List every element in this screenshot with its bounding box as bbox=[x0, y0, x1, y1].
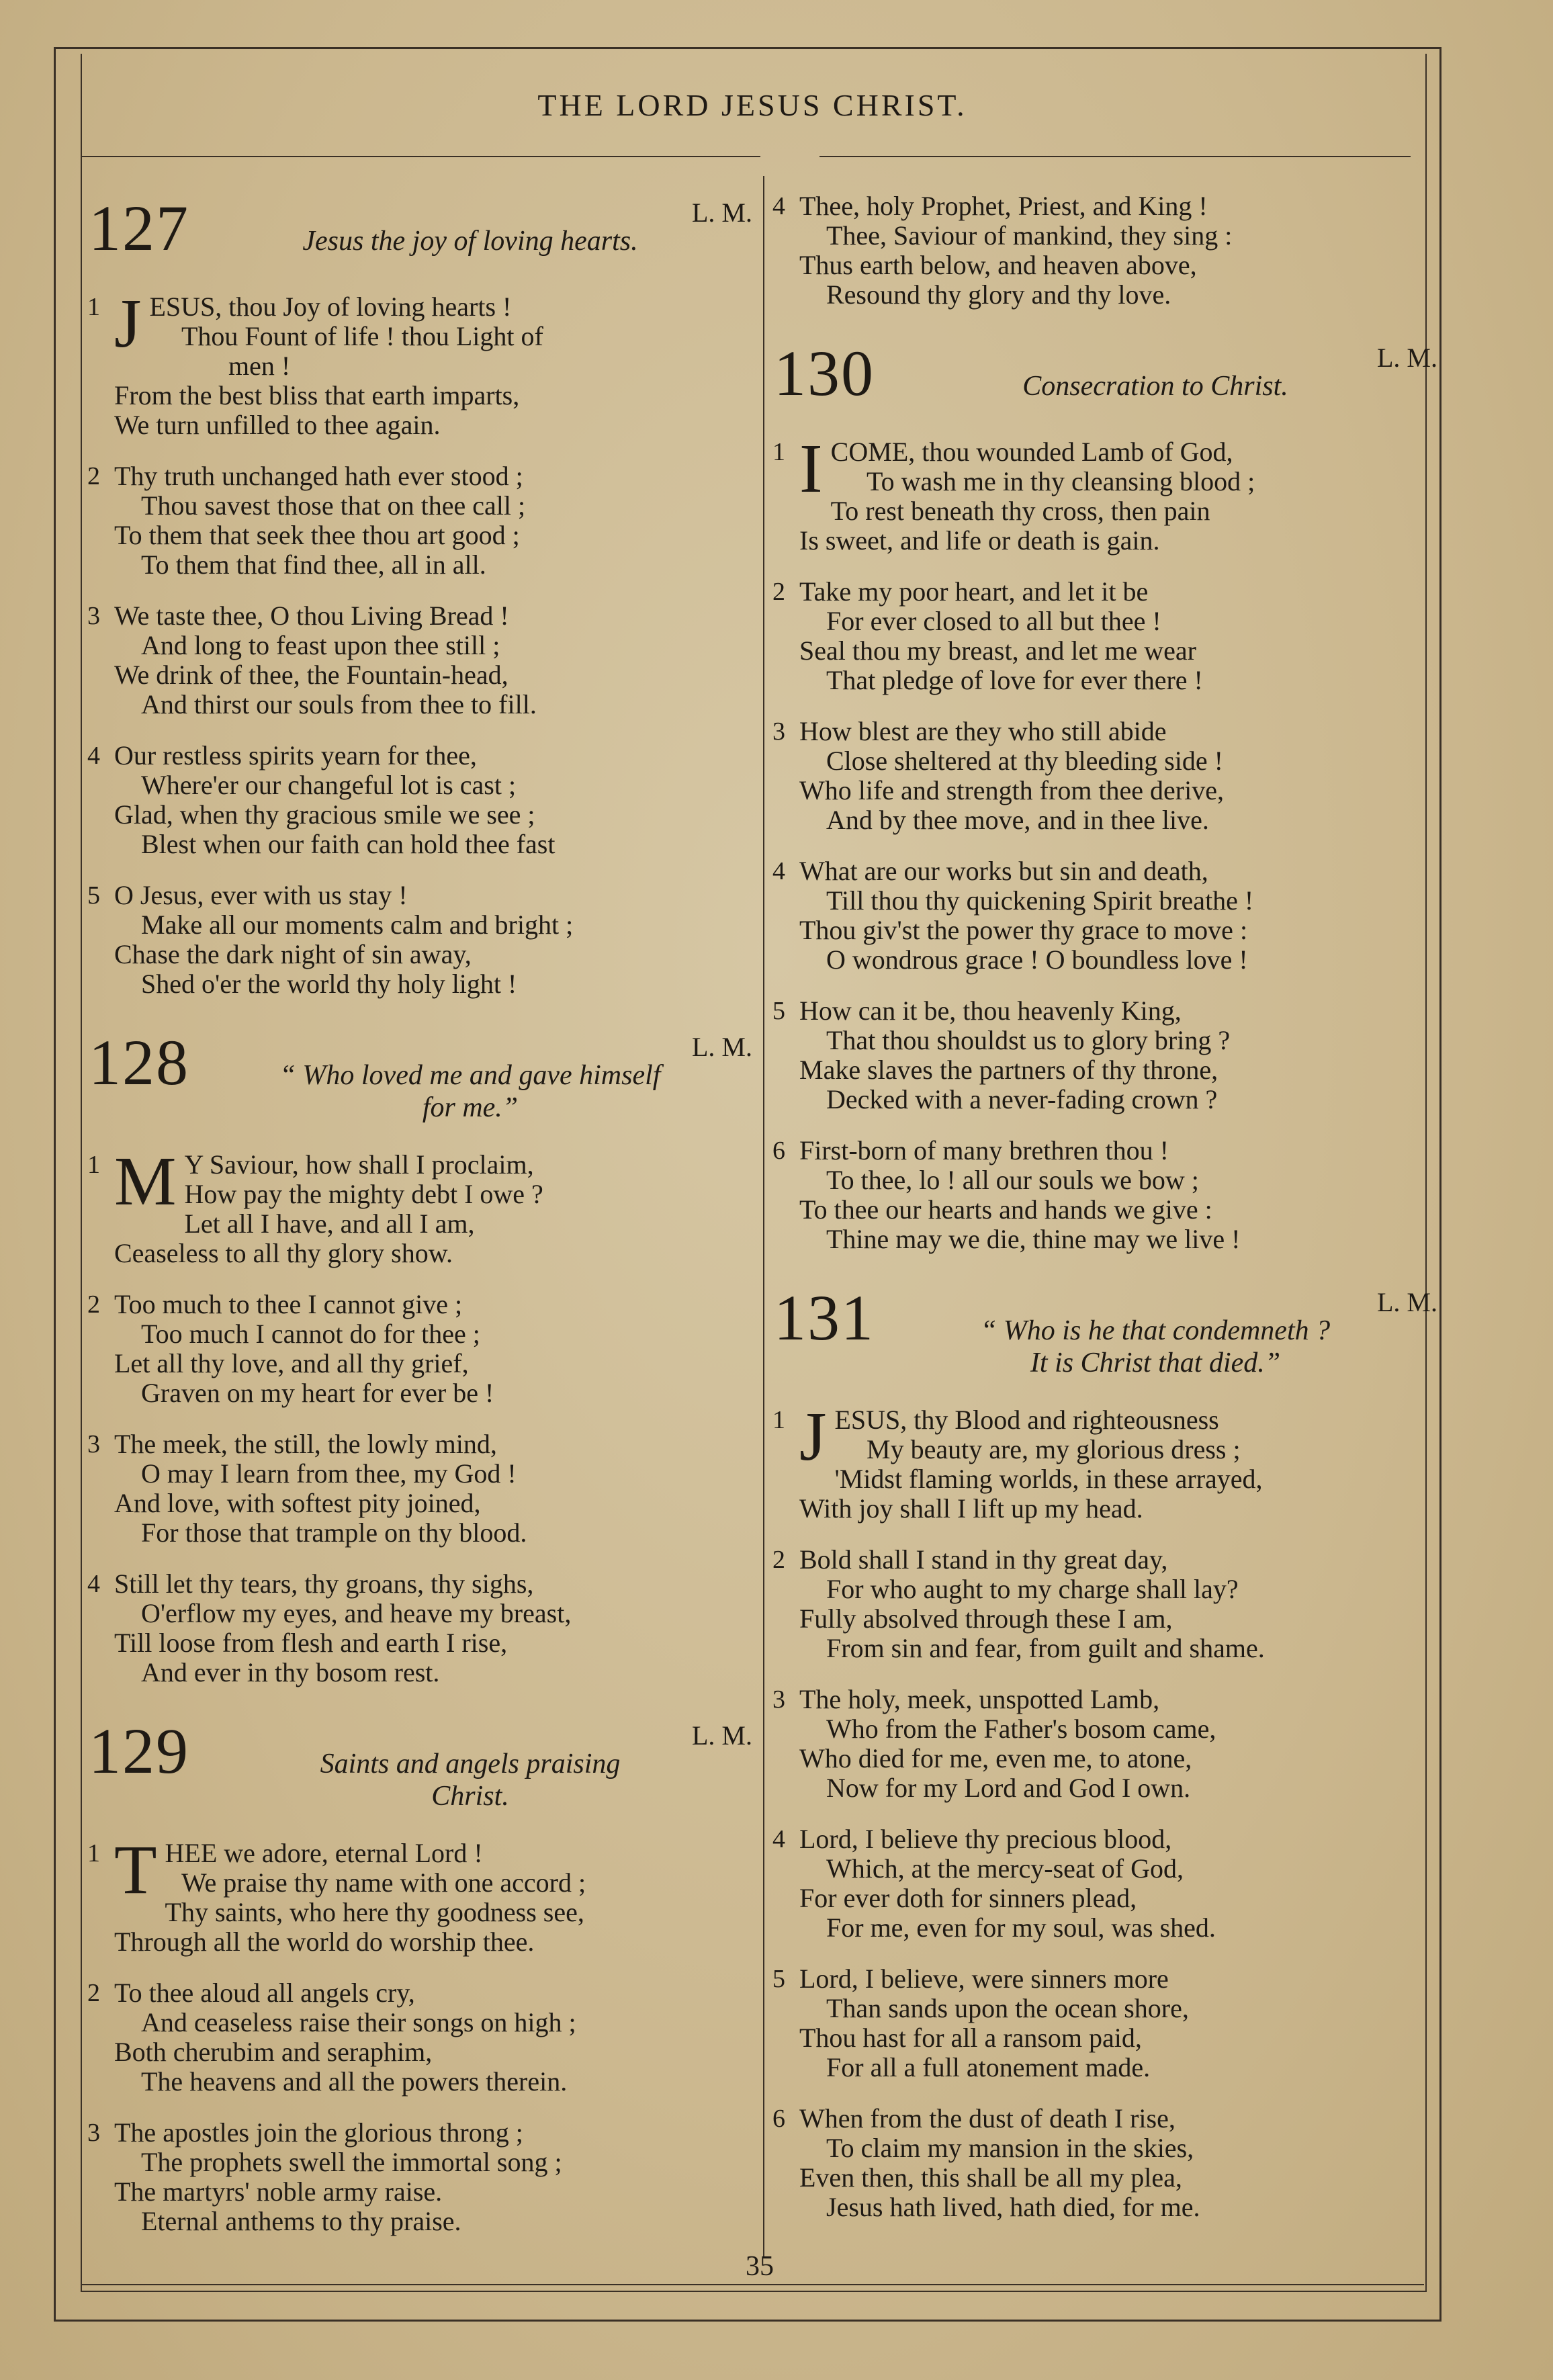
stanza-number: 2 bbox=[772, 1546, 785, 1574]
stanza bbox=[772, 577, 1444, 695]
verse-line: O'erflow my eyes, and heave my breast, bbox=[141, 1598, 572, 1628]
stanza-number: 3 bbox=[87, 602, 100, 630]
verse-line: We drink of thee, the Fountain-head, bbox=[114, 660, 508, 690]
stanza-number: 5 bbox=[772, 1965, 785, 1993]
stanza bbox=[772, 191, 1444, 310]
hymn-title-line: “ Who loved me and gave himself bbox=[279, 1060, 661, 1091]
verse-line: Who died for me, even me, to atone, bbox=[799, 1743, 1192, 1773]
verse-line: Even then, this shall be all my plea, bbox=[799, 2162, 1182, 2193]
verse-line: men ! bbox=[228, 351, 291, 381]
hymn-header bbox=[87, 1026, 759, 1150]
verse-line: Thus earth below, and heaven above, bbox=[799, 250, 1197, 280]
right-column bbox=[772, 191, 1444, 2249]
stanza bbox=[772, 1824, 1444, 1943]
hymn-title bbox=[893, 1315, 1417, 1379]
stanza-number: 4 bbox=[87, 1570, 100, 1598]
stanza-number: 1 bbox=[772, 438, 785, 466]
verse-line: Fully absolved through these I am, bbox=[799, 1603, 1173, 1634]
verse-line: Till loose from flesh and earth I rise, bbox=[114, 1628, 508, 1658]
verse-line: Than sands upon the ocean shore, bbox=[826, 1993, 1189, 2023]
drop-capital: M bbox=[114, 1143, 177, 1220]
stanza-number: 3 bbox=[87, 2119, 100, 2147]
verse-line: Is sweet, and life or death is gain. bbox=[799, 525, 1160, 556]
stanza bbox=[772, 430, 1444, 556]
verse-line: That pledge of love for ever there ! bbox=[826, 665, 1203, 695]
stanza bbox=[772, 1136, 1444, 1254]
hymn-meter: L. M. bbox=[1377, 1287, 1437, 1317]
verse-line: Who life and strength from thee derive, bbox=[799, 775, 1224, 805]
stanza-number: 6 bbox=[772, 1137, 785, 1165]
verse-line: Close sheltered at thy bleeding side ! bbox=[826, 746, 1223, 776]
verse-line: Thee, Saviour of mankind, they sing : bbox=[826, 220, 1233, 251]
verse-line: O Jesus, ever with us stay ! bbox=[114, 880, 408, 910]
hymn-title-line: It is Christ that died.” bbox=[1030, 1348, 1281, 1378]
verse-line: The heavens and all the powers therein. bbox=[141, 2066, 568, 2097]
verse-line: And ever in thy bosom rest. bbox=[141, 1657, 440, 1687]
verse-line: Shed o'er the world thy holy light ! bbox=[141, 969, 517, 999]
hymn-header bbox=[772, 1281, 1444, 1405]
verse-line: Chase the dark night of sin away, bbox=[114, 939, 472, 969]
stanza bbox=[87, 1290, 759, 1408]
verse-line: For ever closed to all but thee ! bbox=[826, 606, 1161, 636]
stanza-number: 4 bbox=[772, 1825, 785, 1853]
stanza bbox=[772, 1398, 1444, 1524]
verse-line: O wondrous grace ! O boundless love ! bbox=[826, 944, 1248, 975]
verse-line: The holy, meek, unspotted Lamb, bbox=[799, 1684, 1160, 1714]
stanza-number: 3 bbox=[87, 1430, 100, 1458]
verse-line: Bold shall I stand in thy great day, bbox=[799, 1544, 1168, 1575]
verse-line: Thou hast for all a ransom paid, bbox=[799, 2023, 1142, 2053]
verse-line: ESUS, thou Joy of loving hearts ! bbox=[149, 292, 512, 322]
stanza bbox=[772, 1964, 1444, 2082]
stanza bbox=[772, 717, 1444, 835]
hymn-title-line: Jesus the joy of loving hearts. bbox=[302, 226, 638, 257]
hymn-header bbox=[87, 1714, 759, 1839]
verse-line: Let all I have, and all I am, bbox=[184, 1208, 475, 1239]
footer-rule bbox=[81, 2284, 1424, 2285]
hymn bbox=[772, 337, 1444, 1254]
verse-line: That thou shouldst us to glory bring ? bbox=[826, 1025, 1231, 1055]
hymn-title bbox=[893, 370, 1417, 402]
verse-line: Make all our moments calm and bright ; bbox=[141, 910, 574, 940]
hymn bbox=[772, 191, 1444, 310]
verse-line: Our restless spirits yearn for thee, bbox=[114, 740, 477, 770]
verse-line: To them that seek thee thou art good ; bbox=[114, 520, 520, 550]
hymn-title-line: “ Who is he that condemneth ? bbox=[980, 1315, 1331, 1346]
verse-line: For all a full atonement made. bbox=[826, 2052, 1151, 2082]
page-number: 35 bbox=[746, 2251, 774, 2282]
verse-line: My beauty are, my glorious dress ; bbox=[867, 1434, 1241, 1464]
hymn-meter: L. M. bbox=[692, 197, 752, 228]
verse-line: For those that trample on thy blood. bbox=[141, 1517, 527, 1548]
stanza-number: 4 bbox=[772, 857, 785, 885]
verse-line: Till thou thy quickening Spirit breathe ! bbox=[826, 885, 1254, 916]
verse-line: Thou giv'st the power thy grace to move : bbox=[799, 915, 1248, 945]
verse-line: Still let thy tears, thy groans, thy sighs, bbox=[114, 1569, 534, 1599]
verse-line: From sin and fear, from guilt and shame. bbox=[826, 1633, 1265, 1663]
hymn-meter: L. M. bbox=[692, 1032, 752, 1062]
hymn-number: 127 bbox=[89, 192, 189, 264]
stanza bbox=[87, 1569, 759, 1687]
stanza bbox=[772, 856, 1444, 975]
verse-line: HEE we adore, eternal Lord ! bbox=[165, 1838, 483, 1868]
stanza bbox=[87, 1143, 759, 1268]
verse-line: For me, even for my soul, was shed. bbox=[826, 1912, 1216, 1943]
verse-line: COME, thou wounded Lamb of God, bbox=[830, 437, 1233, 467]
hymn-title-line: for me.” bbox=[422, 1092, 519, 1123]
hymn-header bbox=[772, 337, 1444, 437]
verse-line: Y Saviour, how shall I proclaim, bbox=[184, 1149, 534, 1180]
verse-line: Where'er our changeful lot is cast ; bbox=[141, 770, 517, 800]
stanza bbox=[87, 461, 759, 580]
left-column bbox=[87, 191, 759, 2263]
verse-line: Seal thou my breast, and let me wear bbox=[799, 635, 1196, 666]
stanza bbox=[87, 741, 759, 859]
hymn-title-line: Saints and angels praising bbox=[320, 1749, 621, 1779]
verse-line: First-born of many brethren thou ! bbox=[799, 1135, 1169, 1165]
verse-line: To rest beneath thy cross, then pain bbox=[830, 496, 1210, 526]
drop-capital: J bbox=[799, 1398, 827, 1475]
stanza bbox=[87, 1429, 759, 1548]
stanza-number: 5 bbox=[772, 997, 785, 1025]
stanza-number: 1 bbox=[87, 1151, 100, 1179]
stanza bbox=[87, 881, 759, 999]
stanza bbox=[772, 2104, 1444, 2222]
stanza bbox=[772, 1685, 1444, 1803]
stanza bbox=[87, 1831, 759, 1957]
stanza-number: 2 bbox=[87, 1290, 100, 1319]
hymn-title bbox=[208, 1748, 732, 1812]
head-rule-right bbox=[819, 156, 1411, 157]
verse-line: The meek, the still, the lowly mind, bbox=[114, 1429, 497, 1459]
verse-line: And by thee move, and in thee live. bbox=[826, 805, 1209, 835]
hymn-number: 131 bbox=[774, 1282, 875, 1354]
verse-line: And thirst our souls from thee to fill. bbox=[141, 689, 537, 719]
hymn-meter: L. M. bbox=[1377, 343, 1437, 373]
hymn-title-line: Consecration to Christ. bbox=[1022, 371, 1288, 402]
verse-line: Thou savest those that on thee call ; bbox=[141, 490, 526, 521]
running-head: THE LORD JESUS CHRIST. bbox=[537, 88, 967, 122]
stanza bbox=[87, 601, 759, 719]
drop-capital: T bbox=[114, 1831, 157, 1908]
stanza-number: 3 bbox=[772, 1685, 785, 1714]
hymn bbox=[87, 1026, 759, 1687]
verse-line: We turn unfilled to thee again. bbox=[114, 410, 441, 440]
verse-line: Thee, holy Prophet, Priest, and King ! bbox=[799, 191, 1208, 221]
hymn-meter: L. M. bbox=[692, 1720, 752, 1751]
stanza bbox=[772, 996, 1444, 1114]
verse-line: And long to feast upon thee still ; bbox=[141, 630, 500, 660]
column-divider bbox=[763, 176, 764, 2258]
verse-line: To thee aloud all angels cry, bbox=[114, 1978, 415, 2008]
verse-line: Now for my Lord and God I own. bbox=[826, 1773, 1191, 1803]
hymn-header bbox=[87, 191, 759, 292]
verse-line: Blest when our faith can hold thee fast bbox=[141, 829, 556, 859]
verse-line: Graven on my heart for ever be ! bbox=[141, 1378, 494, 1408]
stanza-number: 3 bbox=[772, 717, 785, 746]
verse-line: The martyrs' noble army raise. bbox=[114, 2176, 443, 2207]
verse-line: The apostles join the glorious throng ; bbox=[114, 2117, 523, 2148]
verse-line: Who from the Father's bosom came, bbox=[826, 1714, 1216, 1744]
verse-line: From the best bliss that earth imparts, bbox=[114, 380, 520, 410]
verse-line: The prophets swell the immortal song ; bbox=[141, 2147, 562, 2177]
stanza-number: 2 bbox=[87, 1979, 100, 2007]
hymn-title bbox=[208, 225, 732, 257]
hymn-number: 128 bbox=[89, 1026, 189, 1098]
hymn bbox=[87, 1714, 759, 2236]
hymn-title bbox=[208, 1059, 732, 1124]
verse-line: To thee our hearts and hands we give : bbox=[799, 1194, 1212, 1225]
verse-line: To thee, lo ! all our souls we bow ; bbox=[826, 1165, 1199, 1195]
verse-line: How pay the mighty debt I owe ? bbox=[184, 1179, 543, 1209]
verse-line: To them that find thee, all in all. bbox=[141, 549, 486, 580]
verse-line: Take my poor heart, and let it be bbox=[799, 576, 1149, 607]
hymn bbox=[772, 1281, 1444, 2222]
hymn-title-line: Christ. bbox=[431, 1781, 509, 1812]
hymn-number: 130 bbox=[774, 337, 875, 409]
verse-line: Make slaves the partners of thy throne, bbox=[799, 1055, 1218, 1085]
verse-line: To wash me in thy cleansing blood ; bbox=[867, 466, 1255, 496]
verse-line: Too much to thee I cannot give ; bbox=[114, 1289, 463, 1319]
head-rule-left bbox=[82, 156, 760, 157]
verse-line: Thine may we die, thine may we live ! bbox=[826, 1224, 1241, 1254]
verse-line: We praise thy name with one accord ; bbox=[181, 1867, 586, 1898]
stanza-number: 4 bbox=[772, 192, 785, 220]
stanza bbox=[87, 285, 759, 440]
verse-line: Ceaseless to all thy glory show. bbox=[114, 1238, 453, 1268]
stanza-number: 1 bbox=[772, 1406, 785, 1434]
stanza-number: 1 bbox=[87, 1839, 100, 1867]
stanza bbox=[87, 1978, 759, 2097]
verse-line: Jesus hath lived, hath died, for me. bbox=[826, 2192, 1200, 2222]
verse-line: Let all thy love, and all thy grief, bbox=[114, 1348, 469, 1378]
verse-line: ESUS, thy Blood and righteousness bbox=[834, 1405, 1219, 1435]
verse-line: We taste thee, O thou Living Bread ! bbox=[114, 601, 509, 631]
verse-line: Lord, I believe, were sinners more bbox=[799, 1964, 1169, 1994]
drop-capital: I bbox=[799, 430, 823, 507]
verse-line: Too much I cannot do for thee ; bbox=[141, 1319, 480, 1349]
verse-line: For who aught to my charge shall lay? bbox=[826, 1574, 1239, 1604]
stanza-number: 5 bbox=[87, 881, 100, 910]
stanza-number: 2 bbox=[772, 578, 785, 606]
hymn-number: 129 bbox=[89, 1715, 189, 1787]
verse-line: With joy shall I lift up my head. bbox=[799, 1493, 1143, 1524]
verse-line: O may I learn from thee, my God ! bbox=[141, 1458, 517, 1489]
verse-line: For ever doth for sinners plead, bbox=[799, 1883, 1137, 1913]
stanza-number: 6 bbox=[772, 2105, 785, 2133]
stanza bbox=[87, 2118, 759, 2236]
verse-line: What are our works but sin and death, bbox=[799, 856, 1208, 886]
verse-line: When from the dust of death I rise, bbox=[799, 2103, 1175, 2133]
verse-line: Resound thy glory and thy love. bbox=[826, 279, 1171, 310]
verse-line: Decked with a never-fading crown ? bbox=[826, 1084, 1218, 1114]
stanza-number: 1 bbox=[87, 293, 100, 321]
verse-line: How blest are they who still abide bbox=[799, 716, 1167, 746]
hymn bbox=[87, 191, 759, 999]
stanza bbox=[772, 1545, 1444, 1663]
verse-line: And ceaseless raise their songs on high ; bbox=[141, 2007, 576, 2037]
verse-line: Through all the world do worship thee. bbox=[114, 1927, 535, 1957]
verse-line: To claim my mansion in the skies, bbox=[826, 2133, 1194, 2163]
verse-line: Eternal anthems to thy praise. bbox=[141, 2206, 461, 2236]
stanza-number: 2 bbox=[87, 462, 100, 490]
stanza-number: 4 bbox=[87, 742, 100, 770]
verse-line: Lord, I believe thy precious blood, bbox=[799, 1824, 1172, 1854]
verse-line: Thy truth unchanged hath ever stood ; bbox=[114, 461, 523, 491]
verse-line: 'Midst flaming worlds, in these arrayed, bbox=[834, 1464, 1263, 1494]
drop-capital: J bbox=[114, 285, 142, 362]
verse-line: Both cherubim and seraphim, bbox=[114, 2037, 433, 2067]
verse-line: And love, with softest pity joined, bbox=[114, 1488, 481, 1518]
verse-line: Which, at the mercy-seat of God, bbox=[826, 1853, 1184, 1884]
verse-line: Thy saints, who here thy goodness see, bbox=[165, 1897, 584, 1927]
verse-line: Glad, when thy gracious smile we see ; bbox=[114, 799, 535, 830]
verse-line: How can it be, thou heavenly King, bbox=[799, 996, 1182, 1026]
verse-line: Thou Fount of life ! thou Light of bbox=[181, 321, 543, 351]
